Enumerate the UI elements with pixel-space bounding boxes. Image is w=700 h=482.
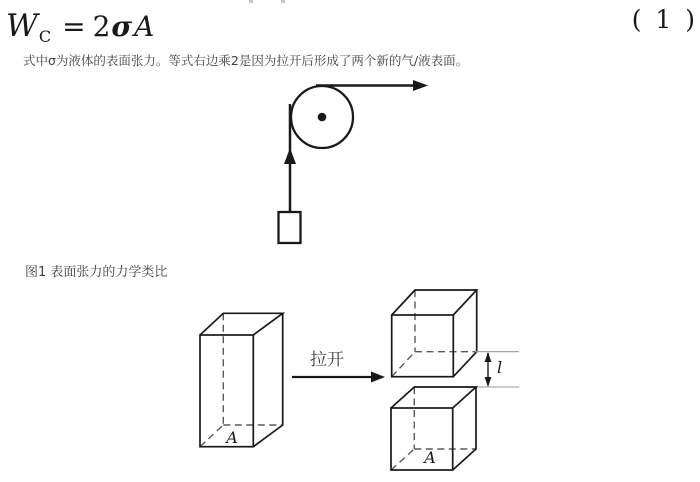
pull-arrow-label: 拉开 xyxy=(310,350,344,370)
prism-hidden-left-bottom-edge xyxy=(200,425,223,447)
prism-area-label: A xyxy=(226,428,238,447)
top-cube xyxy=(392,290,477,377)
weight-box xyxy=(279,212,301,243)
pulley-figure xyxy=(250,75,440,250)
area-symbol: A xyxy=(134,10,155,43)
coefficient-two: 2 xyxy=(92,10,111,43)
stretch-apart-figure xyxy=(185,281,530,482)
liquid-prism xyxy=(200,313,283,447)
pull-arrow-head xyxy=(371,372,385,383)
work-symbol: W xyxy=(6,8,38,44)
pulley-axle-dot xyxy=(318,113,327,122)
rope-horizontal-arrowhead xyxy=(413,80,428,91)
bottom-cube xyxy=(391,387,476,470)
bottom-cube-hidden-left-bottom-edge xyxy=(391,449,414,470)
gap-label: l xyxy=(497,358,503,377)
top-cube-hidden-left-bottom-edge xyxy=(392,352,415,377)
cropped-text-artifact xyxy=(281,0,285,3)
bottom-cube-right-face xyxy=(453,387,476,470)
top-cube-top-face xyxy=(392,290,477,315)
equals-sign: = xyxy=(62,10,86,43)
gap-arrow-down-head xyxy=(485,377,492,387)
equation-number: ( 1 ) xyxy=(631,5,698,34)
gap-dimension xyxy=(475,352,519,387)
bottom-cube-front-face xyxy=(391,408,453,470)
gap-arrow-up-head xyxy=(485,352,492,362)
sigma-symbol: σ xyxy=(111,10,133,43)
rope-vertical-arrowhead xyxy=(284,148,296,164)
pull-arrow xyxy=(292,350,385,383)
cropped-text-artifact xyxy=(249,0,253,3)
prism-right-face xyxy=(253,313,282,446)
equation-surface-work xyxy=(6,8,154,46)
figure1-caption: 图1 表面张力的力学类比 xyxy=(25,265,168,280)
body-paragraph: 式中σ为液体的表面张力。等式右边乘2是因为拉开后形成了两个新的气/液表面。 xyxy=(23,53,469,68)
work-subscript: C xyxy=(38,27,52,46)
bottom-cube-area-label: A xyxy=(424,448,436,467)
prism-top-face xyxy=(200,313,283,335)
bottom-cube-top-face xyxy=(391,387,476,408)
